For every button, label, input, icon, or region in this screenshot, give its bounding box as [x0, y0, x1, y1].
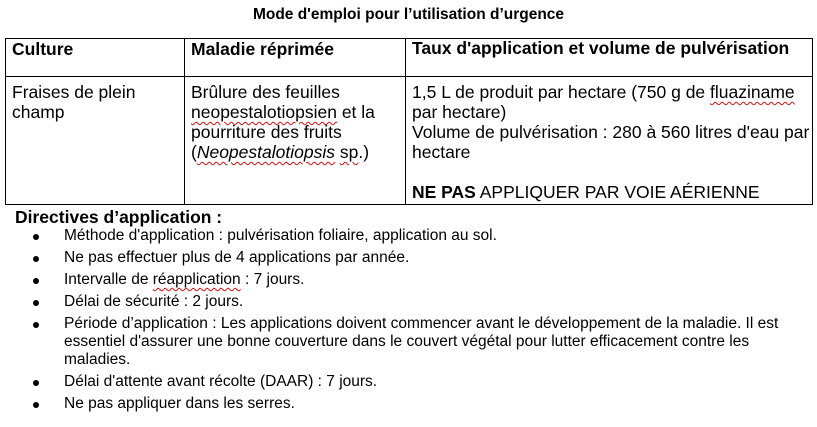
list-item-text: Intervalle de — [64, 271, 153, 288]
cell-maladie — [191, 82, 401, 162]
row-bottom-border — [5, 204, 813, 205]
taux-rate-text-2: par hectare) — [412, 102, 507, 122]
bullet-icon — [33, 300, 39, 306]
header-bottom-border — [5, 76, 813, 77]
list-item-text: Ne pas appliquer dans les serres. — [64, 395, 295, 412]
list-item — [5, 293, 805, 311]
maladie-text-3: .) — [358, 142, 370, 162]
list-item — [5, 249, 805, 267]
list-item — [5, 395, 805, 413]
cell-taux — [412, 82, 812, 202]
col-divider-1 — [184, 38, 185, 204]
taux-spacer — [412, 162, 812, 182]
directives-list — [5, 227, 805, 417]
header-culture: Culture — [12, 39, 74, 59]
list-item — [5, 315, 805, 369]
maladie-spell-2: sp — [339, 142, 359, 162]
aerial-warning — [412, 182, 812, 202]
list-item — [5, 227, 805, 245]
maladie-text-2: et la pourriture des fruits ( — [191, 102, 375, 162]
taux-volume: Volume de pulvérisation : 280 à 560 litres d'eau par hectare — [412, 122, 810, 162]
usage-table — [5, 38, 813, 424]
list-item-text: Méthode d'application : pulvérisation foliaire, application au sol. — [64, 227, 497, 244]
maladie-spell-1: neopestalotiopsien — [191, 102, 337, 122]
bullet-icon — [33, 234, 39, 240]
header-maladie: Maladie réprimée — [191, 39, 334, 59]
col-divider-2 — [405, 38, 406, 204]
bullet-icon — [33, 402, 39, 408]
bullet-icon — [33, 380, 39, 386]
list-item-text: Ne pas effectuer plus de 4 applications par année. — [64, 249, 410, 266]
directives-title: Directives d’application : — [15, 207, 223, 227]
table-right-border — [812, 38, 813, 204]
bullet-icon — [33, 256, 39, 262]
list-item — [5, 271, 805, 289]
aerial-warning-rest: APPLIQUER PAR VOIE AÉRIENNE — [475, 182, 760, 202]
list-item-text: Délai de sécurité : 2 jours. — [64, 293, 244, 310]
list-item-text: Délai d'attente avant récolte (DAAR) : 7 jours. — [64, 373, 378, 390]
taux-spell: fluaziname — [710, 82, 795, 102]
aerial-warning-bold: NE PAS — [412, 182, 476, 202]
list-item — [5, 373, 805, 391]
taux-rate-text: 1,5 L de produit par hectare (750 g de — [412, 82, 711, 102]
list-item-text-2: : 7 jours. — [240, 271, 305, 288]
taux-rate — [412, 82, 812, 122]
bullet-icon — [33, 322, 39, 328]
page-title: Mode d'emploi pour l’utilisation d’urgence — [252, 6, 565, 23]
table-left-border — [5, 38, 6, 204]
header-taux: Taux d'application et volume de pulvérisation — [412, 38, 790, 58]
bullet-icon — [33, 278, 39, 284]
maladie-italic: Neopestalotiopsis — [196, 142, 335, 162]
list-item-spell: réapplication — [152, 271, 241, 288]
cell-culture: Fraises de plein champ — [12, 82, 136, 122]
list-item-text: Période d’application : Les applications doivent commencer avant le développement de la maladie. Il est essentiel d'assurer une bonne couverture dans le couvert végétal pour lutter efficacement contre les maladies. — [64, 315, 779, 368]
maladie-text-1: Brûlure des feuilles — [191, 82, 340, 102]
